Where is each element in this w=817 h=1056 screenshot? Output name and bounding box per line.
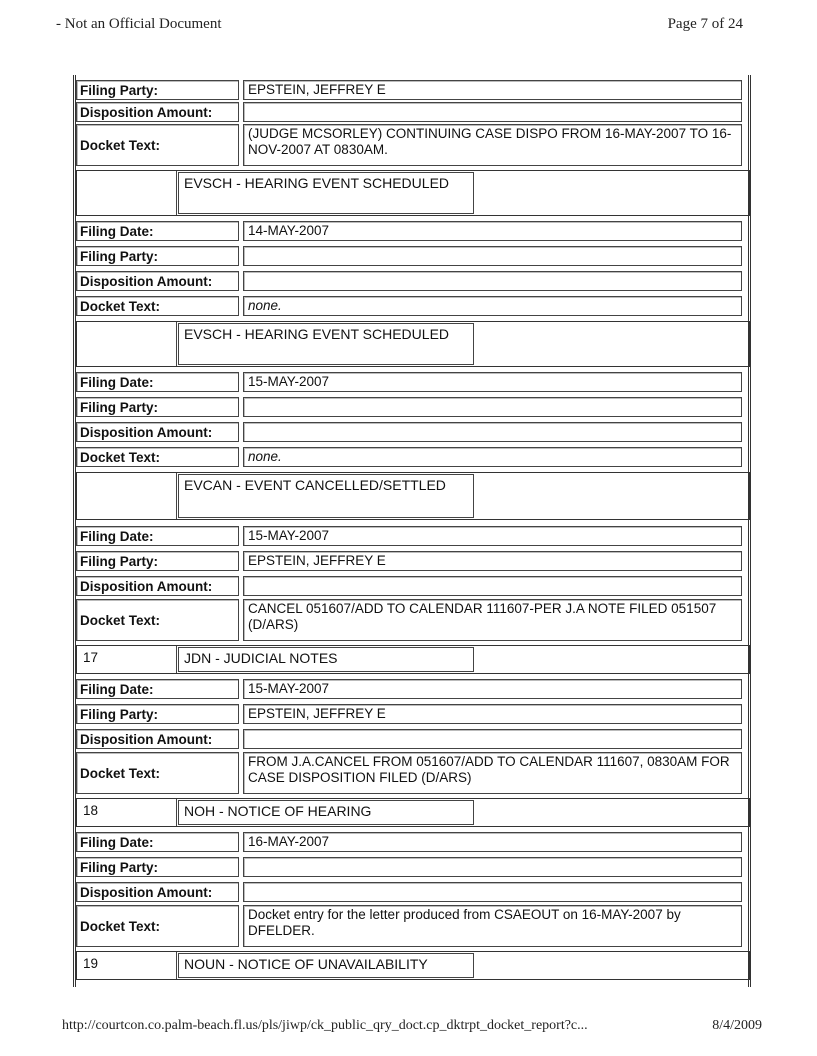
docket-text-label: Docket Text:	[76, 447, 239, 467]
docket-event-row	[76, 170, 750, 216]
filing-party-label: Filing Party:	[76, 80, 239, 100]
page-header-notice: - Not an Official Document	[56, 16, 222, 32]
event-code: JDN - JUDICIAL NOTES	[178, 647, 474, 672]
disposition-amount-label: Disposition Amount:	[76, 729, 239, 749]
event-number	[77, 473, 177, 519]
docket-text-value: CANCEL 051607/ADD TO CALENDAR 111607-PER J.A NOTE FILED 051507 (D/ARS)	[243, 599, 742, 641]
docket-text-value: (JUDGE MCSORLEY) CONTINUING CASE DISPO FROM 16-MAY-2007 TO 16-NOV-2007 AT 0830AM.	[243, 124, 742, 166]
page-number: Page 7 of 24	[667, 16, 743, 32]
filing-date-value: 15-MAY-2007	[243, 526, 742, 546]
disposition-amount-label: Disposition Amount:	[76, 882, 239, 902]
event-code: EVSCH - HEARING EVENT SCHEDULED	[178, 172, 474, 214]
filing-party-value: EPSTEIN, JEFFREY E	[243, 551, 742, 571]
disposition-amount-row	[76, 422, 742, 442]
docket-text-row	[76, 599, 742, 641]
filing-date-label: Filing Date:	[76, 372, 239, 392]
docket-event-row	[76, 951, 750, 980]
filing-date-value: 16-MAY-2007	[243, 832, 742, 852]
disposition-amount-label: Disposition Amount:	[76, 271, 239, 291]
filing-date-label: Filing Date:	[76, 526, 239, 546]
filing-party-label: Filing Party:	[76, 246, 239, 266]
filing-date-value: 15-MAY-2007	[243, 372, 742, 392]
filing-party-row	[76, 704, 742, 724]
filing-date-label: Filing Date:	[76, 221, 239, 241]
disposition-amount-value	[243, 576, 742, 596]
filing-party-value	[243, 246, 742, 266]
event-number	[77, 171, 177, 215]
event-code: NOH - NOTICE OF HEARING	[178, 800, 474, 825]
event-number: 17	[77, 646, 177, 673]
filing-party-row	[76, 551, 742, 571]
filing-date-label: Filing Date:	[76, 832, 239, 852]
disposition-amount-value	[243, 422, 742, 442]
filing-party-label: Filing Party:	[76, 704, 239, 724]
filing-party-row	[76, 246, 742, 266]
docket-text-row	[76, 752, 742, 794]
filing-date-value: 14-MAY-2007	[243, 221, 742, 241]
disposition-amount-label: Disposition Amount:	[76, 576, 239, 596]
docket-text-value: none.	[243, 447, 742, 467]
filing-party-value: EPSTEIN, JEFFREY E	[243, 80, 742, 100]
docket-text-value: none.	[243, 296, 742, 316]
filing-date-row	[76, 679, 742, 699]
disposition-amount-row	[76, 102, 742, 122]
docket-text-label: Docket Text:	[76, 124, 239, 166]
event-code: NOUN - NOTICE OF UNAVAILABILITY	[178, 953, 474, 978]
filing-party-value	[243, 857, 742, 877]
docket-text-value: FROM J.A.CANCEL FROM 051607/ADD TO CALENDAR 111607, 0830AM FOR CASE DISPOSITION FILED (D/ARS)	[243, 752, 742, 794]
filing-date-row	[76, 526, 742, 546]
disposition-amount-label: Disposition Amount:	[76, 102, 239, 122]
docket-event-row	[76, 798, 750, 827]
event-number	[77, 322, 177, 366]
disposition-amount-value	[243, 882, 742, 902]
filing-date-row	[76, 221, 742, 241]
filing-date-value: 15-MAY-2007	[243, 679, 742, 699]
filing-date-row	[76, 372, 742, 392]
docket-event-row	[76, 472, 750, 520]
docket-text-row	[76, 905, 742, 947]
filing-party-label: Filing Party:	[76, 551, 239, 571]
docket-text-label: Docket Text:	[76, 752, 239, 794]
disposition-amount-value	[243, 102, 742, 122]
filing-party-value: EPSTEIN, JEFFREY E	[243, 704, 742, 724]
event-code: EVCAN - EVENT CANCELLED/SETTLED	[178, 474, 474, 518]
docket-event-row	[76, 321, 750, 367]
filing-party-label: Filing Party:	[76, 857, 239, 877]
footer-url: http://courtcon.co.palm-beach.fl.us/pls/jiwp/ck_public_qry_doct.cp_dktrpt_docket_report?c...	[62, 1018, 588, 1033]
filing-party-row	[76, 80, 742, 100]
docket-text-label: Docket Text:	[76, 599, 239, 641]
footer-date: 8/4/2009	[712, 1018, 762, 1033]
disposition-amount-value	[243, 729, 742, 749]
filing-date-label: Filing Date:	[76, 679, 239, 699]
filing-party-value	[243, 397, 742, 417]
event-number: 18	[77, 799, 177, 826]
docket-event-row	[76, 645, 750, 674]
filing-party-label: Filing Party:	[76, 397, 239, 417]
docket-text-label: Docket Text:	[76, 296, 239, 316]
docket-text-row	[76, 447, 742, 467]
disposition-amount-row	[76, 729, 742, 749]
event-code: EVSCH - HEARING EVENT SCHEDULED	[178, 323, 474, 365]
event-number: 19	[77, 952, 177, 979]
disposition-amount-row	[76, 576, 742, 596]
disposition-amount-row	[76, 882, 742, 902]
disposition-amount-row	[76, 271, 742, 291]
filing-date-row	[76, 832, 742, 852]
disposition-amount-value	[243, 271, 742, 291]
docket-text-value: Docket entry for the letter produced from CSAEOUT on 16-MAY-2007 by DFELDER.	[243, 905, 742, 947]
filing-party-row	[76, 857, 742, 877]
docket-text-row	[76, 296, 742, 316]
docket-text-label: Docket Text:	[76, 905, 239, 947]
docket-text-row	[76, 124, 742, 166]
page-footer	[62, 1018, 762, 1034]
disposition-amount-label: Disposition Amount:	[76, 422, 239, 442]
filing-party-row	[76, 397, 742, 417]
